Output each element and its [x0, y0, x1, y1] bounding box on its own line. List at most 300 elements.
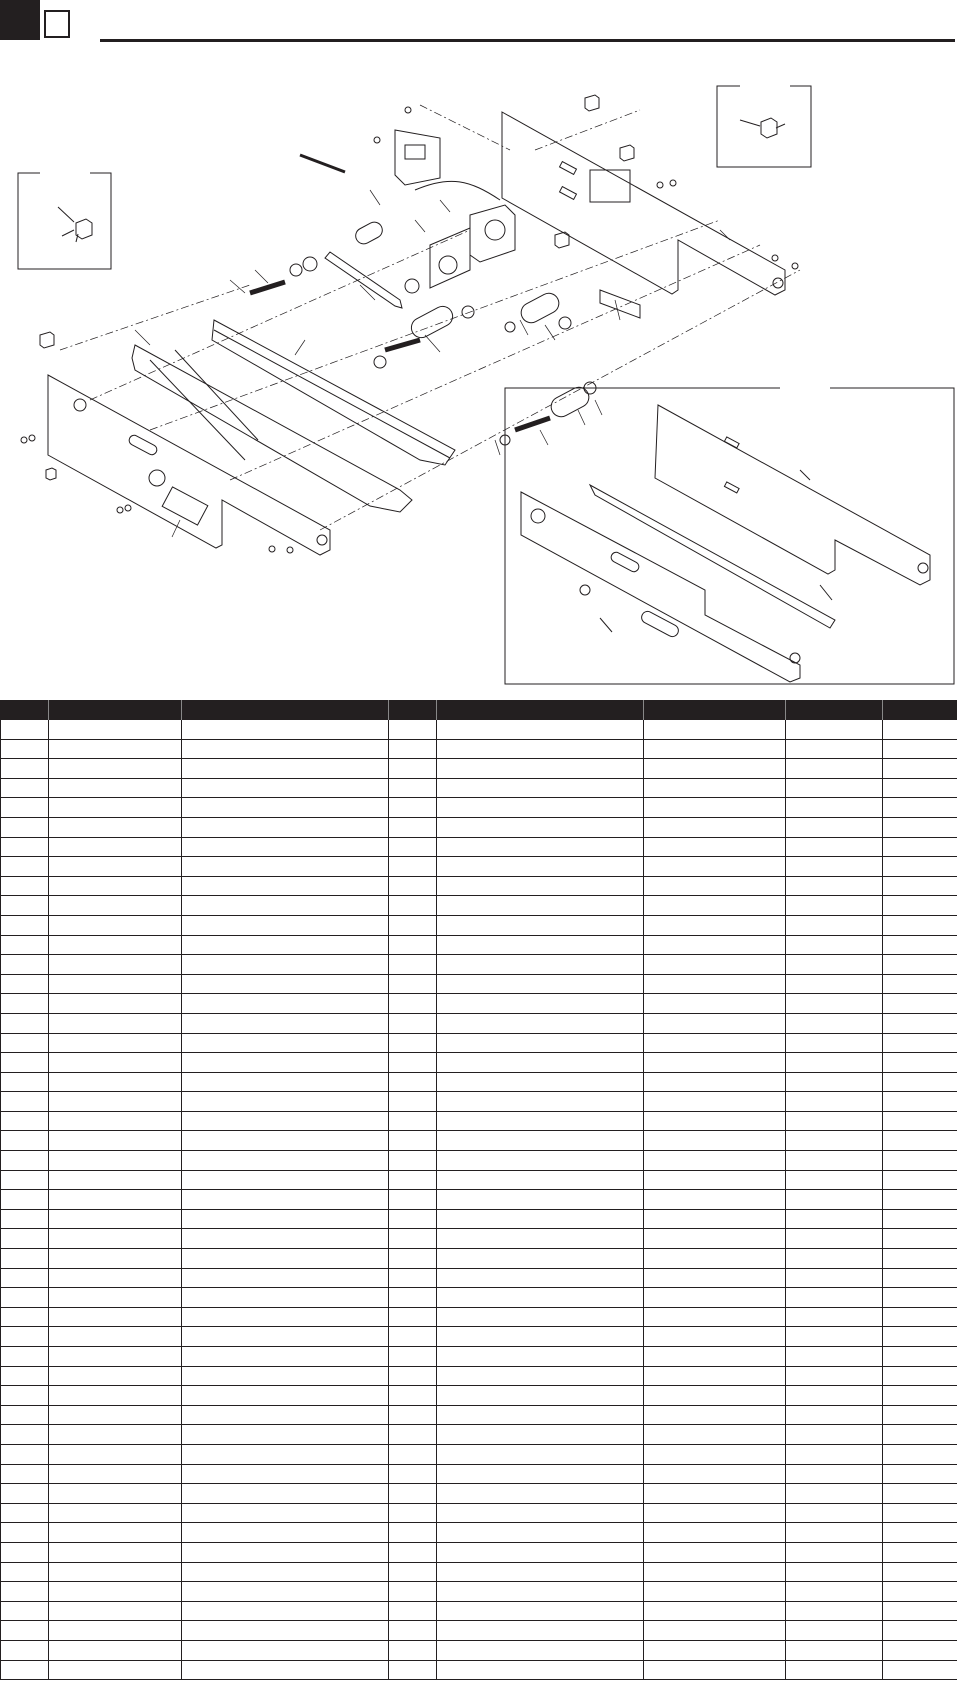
- table-cell: [389, 1425, 437, 1445]
- table-cell: [437, 974, 644, 994]
- table-cell: [1, 1249, 49, 1269]
- table-cell: [883, 817, 957, 837]
- column-header: [49, 700, 182, 720]
- table-cell: [389, 1444, 437, 1464]
- table-cell: [786, 1151, 883, 1171]
- table-cell: [786, 1484, 883, 1504]
- table-cell: [644, 1288, 786, 1308]
- table-cell: [182, 1640, 389, 1660]
- table-cell: [437, 1072, 644, 1092]
- table-cell: [883, 1053, 957, 1073]
- detail-inset-left: [18, 173, 111, 269]
- table-cell: [883, 857, 957, 877]
- table-row: [1, 1523, 957, 1543]
- table-header-row: [1, 700, 957, 720]
- table-cell: [1, 1347, 49, 1367]
- table-cell: [644, 817, 786, 837]
- table-cell: [182, 1307, 389, 1327]
- table-cell: [389, 1072, 437, 1092]
- section-number-box: [44, 10, 70, 38]
- table-row: [1, 1131, 957, 1151]
- table-cell: [389, 1131, 437, 1151]
- table-cell: [49, 1013, 182, 1033]
- table-row: [1, 837, 957, 857]
- table-cell: [437, 1307, 644, 1327]
- table-cell: [389, 1151, 437, 1171]
- table-row: [1, 1386, 957, 1406]
- table-cell: [437, 935, 644, 955]
- table-cell: [389, 1092, 437, 1112]
- table-cell: [182, 1249, 389, 1269]
- table-cell: [786, 720, 883, 739]
- table-cell: [182, 1601, 389, 1621]
- table-cell: [644, 974, 786, 994]
- table-cell: [786, 1229, 883, 1249]
- exploded-parts-diagram: [0, 70, 957, 690]
- table-cell: [644, 1307, 786, 1327]
- table-cell: [389, 994, 437, 1014]
- table-cell: [644, 1327, 786, 1347]
- table-cell: [644, 1053, 786, 1073]
- detail-inset-right: [717, 86, 811, 167]
- table-cell: [389, 1601, 437, 1621]
- table-cell: [49, 1327, 182, 1347]
- table-cell: [182, 1229, 389, 1249]
- table-cell: [182, 759, 389, 779]
- table-cell: [1, 759, 49, 779]
- table-cell: [49, 955, 182, 975]
- table-row: [1, 1562, 957, 1582]
- table-cell: [1, 1111, 49, 1131]
- table-cell: [644, 1249, 786, 1269]
- table-cell: [644, 1033, 786, 1053]
- table-row: [1, 1601, 957, 1621]
- table-cell: [389, 1288, 437, 1308]
- table-cell: [644, 1190, 786, 1210]
- table-row: [1, 1111, 957, 1131]
- table-cell: [644, 1640, 786, 1660]
- table-cell: [182, 1209, 389, 1229]
- table-cell: [644, 1444, 786, 1464]
- table-cell: [883, 1444, 957, 1464]
- table-cell: [1, 876, 49, 896]
- table-cell: [786, 1053, 883, 1073]
- table-cell: [786, 1327, 883, 1347]
- table-cell: [1, 1013, 49, 1033]
- table-cell: [437, 778, 644, 798]
- table-cell: [1, 1288, 49, 1308]
- table-cell: [389, 1209, 437, 1229]
- table-cell: [883, 1562, 957, 1582]
- column-header: [786, 700, 883, 720]
- table-cell: [49, 1621, 182, 1641]
- table-cell: [49, 994, 182, 1014]
- table-cell: [389, 1484, 437, 1504]
- table-cell: [1, 739, 49, 759]
- table-cell: [1, 915, 49, 935]
- column-header: [883, 700, 957, 720]
- table-cell: [786, 1013, 883, 1033]
- table-cell: [437, 1131, 644, 1151]
- table-cell: [644, 955, 786, 975]
- table-cell: [49, 1053, 182, 1073]
- table-cell: [644, 857, 786, 877]
- table-row: [1, 1151, 957, 1171]
- table-cell: [786, 974, 883, 994]
- table-row: [1, 1366, 957, 1386]
- table-cell: [883, 1033, 957, 1053]
- table-cell: [883, 1484, 957, 1504]
- table-row: [1, 994, 957, 1014]
- table-cell: [182, 817, 389, 837]
- table-cell: [49, 915, 182, 935]
- table-cell: [1, 1523, 49, 1543]
- column-header: [437, 700, 644, 720]
- table-cell: [883, 1327, 957, 1347]
- table-cell: [1, 1444, 49, 1464]
- table-cell: [182, 1621, 389, 1641]
- table-cell: [644, 935, 786, 955]
- table-row: [1, 817, 957, 837]
- table-cell: [1, 896, 49, 916]
- table-cell: [644, 1366, 786, 1386]
- table-cell: [182, 1562, 389, 1582]
- table-cell: [182, 1542, 389, 1562]
- table-row: [1, 1190, 957, 1210]
- table-cell: [49, 1444, 182, 1464]
- table-cell: [644, 1386, 786, 1406]
- table-cell: [1, 817, 49, 837]
- table-cell: [786, 1366, 883, 1386]
- table-cell: [786, 1503, 883, 1523]
- table-cell: [389, 1347, 437, 1367]
- table-cell: [437, 1327, 644, 1347]
- table-row: [1, 955, 957, 975]
- table-cell: [437, 994, 644, 1014]
- alternate-assembly-inset: [505, 388, 954, 684]
- table-cell: [786, 1523, 883, 1543]
- column-header: [182, 700, 389, 720]
- table-cell: [437, 1170, 644, 1190]
- table-row: [1, 1033, 957, 1053]
- table-cell: [437, 1092, 644, 1112]
- table-cell: [644, 994, 786, 1014]
- table-cell: [786, 1582, 883, 1602]
- table-row: [1, 1268, 957, 1288]
- table-cell: [437, 1013, 644, 1033]
- table-cell: [389, 1229, 437, 1249]
- table-cell: [437, 857, 644, 877]
- table-cell: [389, 1268, 437, 1288]
- table-cell: [883, 994, 957, 1014]
- table-cell: [437, 1660, 644, 1680]
- table-cell: [437, 1386, 644, 1406]
- table-cell: [786, 1464, 883, 1484]
- table-cell: [644, 1229, 786, 1249]
- table-cell: [883, 1542, 957, 1562]
- table-cell: [786, 994, 883, 1014]
- table-cell: [786, 1444, 883, 1464]
- table-cell: [49, 1425, 182, 1445]
- table-cell: [883, 1229, 957, 1249]
- table-cell: [644, 1523, 786, 1543]
- table-cell: [1, 778, 49, 798]
- table-cell: [182, 1366, 389, 1386]
- table-cell: [786, 1190, 883, 1210]
- table-cell: [389, 1111, 437, 1131]
- table-cell: [182, 857, 389, 877]
- table-cell: [182, 1151, 389, 1171]
- table-cell: [1, 1640, 49, 1660]
- table-cell: [1, 1268, 49, 1288]
- table-cell: [437, 1229, 644, 1249]
- table-cell: [182, 1131, 389, 1151]
- table-cell: [644, 1092, 786, 1112]
- table-cell: [437, 1190, 644, 1210]
- table-cell: [182, 798, 389, 818]
- table-cell: [644, 1425, 786, 1445]
- table-cell: [182, 1582, 389, 1602]
- table-cell: [786, 1131, 883, 1151]
- table-cell: [437, 1111, 644, 1131]
- table-cell: [437, 817, 644, 837]
- table-row: [1, 720, 957, 739]
- table-cell: [883, 1190, 957, 1210]
- table-cell: [883, 1268, 957, 1288]
- table-cell: [883, 1464, 957, 1484]
- table-cell: [644, 1484, 786, 1504]
- section-marker-block: [0, 0, 40, 40]
- table-cell: [389, 1386, 437, 1406]
- table-cell: [1, 955, 49, 975]
- table-cell: [1, 1464, 49, 1484]
- table-row: [1, 1307, 957, 1327]
- table-cell: [437, 1405, 644, 1425]
- table-cell: [1, 1386, 49, 1406]
- table-cell: [1, 935, 49, 955]
- table-cell: [644, 1503, 786, 1523]
- table-cell: [883, 974, 957, 994]
- table-cell: [389, 1013, 437, 1033]
- table-cell: [1, 1229, 49, 1249]
- table-cell: [437, 1425, 644, 1445]
- table-cell: [883, 1209, 957, 1229]
- table-row: [1, 1621, 957, 1641]
- table-row: [1, 1640, 957, 1660]
- table-cell: [786, 1621, 883, 1641]
- table-cell: [883, 1640, 957, 1660]
- table-cell: [786, 837, 883, 857]
- table-cell: [1, 1053, 49, 1073]
- table-cell: [182, 1033, 389, 1053]
- table-cell: [389, 720, 437, 739]
- table-cell: [182, 1190, 389, 1210]
- table-cell: [49, 1170, 182, 1190]
- table-cell: [644, 1111, 786, 1131]
- table-cell: [883, 1092, 957, 1112]
- table-cell: [786, 857, 883, 877]
- table-cell: [437, 798, 644, 818]
- table-cell: [644, 1072, 786, 1092]
- table-cell: [437, 720, 644, 739]
- table-cell: [49, 857, 182, 877]
- table-cell: [883, 1131, 957, 1151]
- table-cell: [786, 1092, 883, 1112]
- table-cell: [49, 1601, 182, 1621]
- table-cell: [182, 1425, 389, 1445]
- table-cell: [49, 1209, 182, 1229]
- table-row: [1, 1484, 957, 1504]
- table-cell: [883, 1170, 957, 1190]
- table-cell: [644, 896, 786, 916]
- table-cell: [644, 739, 786, 759]
- table-cell: [883, 1111, 957, 1131]
- table-cell: [1, 1327, 49, 1347]
- table-cell: [49, 1347, 182, 1367]
- table-cell: [786, 1542, 883, 1562]
- table-cell: [437, 955, 644, 975]
- table-cell: [437, 1640, 644, 1660]
- table-cell: [883, 759, 957, 779]
- table-cell: [49, 798, 182, 818]
- table-row: [1, 1288, 957, 1308]
- table-cell: [49, 817, 182, 837]
- table-cell: [786, 1386, 883, 1406]
- table-cell: [389, 1190, 437, 1210]
- table-cell: [49, 1092, 182, 1112]
- table-cell: [389, 974, 437, 994]
- table-cell: [389, 857, 437, 877]
- table-cell: [389, 896, 437, 916]
- table-cell: [883, 1288, 957, 1308]
- table-cell: [182, 778, 389, 798]
- table-cell: [786, 778, 883, 798]
- table-cell: [883, 720, 957, 739]
- table-cell: [1, 720, 49, 739]
- table-cell: [883, 837, 957, 857]
- table-cell: [182, 1268, 389, 1288]
- column-header: [644, 700, 786, 720]
- table-cell: [182, 1484, 389, 1504]
- table-cell: [389, 1033, 437, 1053]
- table-cell: [644, 1464, 786, 1484]
- table-row: [1, 1249, 957, 1269]
- table-cell: [644, 1405, 786, 1425]
- table-row: [1, 1347, 957, 1367]
- table-cell: [49, 1033, 182, 1053]
- table-cell: [437, 1347, 644, 1367]
- table-row: [1, 778, 957, 798]
- table-cell: [786, 739, 883, 759]
- table-cell: [1, 1033, 49, 1053]
- table-cell: [49, 1503, 182, 1523]
- table-row: [1, 739, 957, 759]
- table-cell: [49, 1562, 182, 1582]
- table-cell: [1, 1170, 49, 1190]
- table-row: [1, 1327, 957, 1347]
- table-cell: [883, 1307, 957, 1327]
- table-cell: [786, 1307, 883, 1327]
- table-cell: [182, 955, 389, 975]
- table-cell: [1, 1582, 49, 1602]
- table-cell: [437, 1562, 644, 1582]
- table-cell: [182, 1347, 389, 1367]
- table-cell: [437, 739, 644, 759]
- table-cell: [786, 876, 883, 896]
- table-cell: [644, 1562, 786, 1582]
- table-cell: [786, 955, 883, 975]
- table-cell: [49, 1307, 182, 1327]
- table-cell: [883, 1013, 957, 1033]
- table-cell: [883, 1405, 957, 1425]
- table-cell: [644, 1582, 786, 1602]
- table-cell: [389, 1327, 437, 1347]
- table-cell: [786, 817, 883, 837]
- table-cell: [644, 876, 786, 896]
- column-header: [1, 700, 49, 720]
- table-cell: [49, 1405, 182, 1425]
- table-cell: [49, 1542, 182, 1562]
- table-cell: [1, 1131, 49, 1151]
- table-cell: [389, 759, 437, 779]
- table-cell: [49, 739, 182, 759]
- table-cell: [1, 1307, 49, 1327]
- table-cell: [644, 1660, 786, 1680]
- table-cell: [1, 1425, 49, 1445]
- table-cell: [437, 1503, 644, 1523]
- table-cell: [437, 1053, 644, 1073]
- table-cell: [437, 1601, 644, 1621]
- table-cell: [786, 1072, 883, 1092]
- table-cell: [437, 896, 644, 916]
- table-cell: [1, 1072, 49, 1092]
- table-cell: [49, 837, 182, 857]
- table-cell: [786, 1111, 883, 1131]
- table-cell: [786, 1033, 883, 1053]
- table-cell: [1, 1209, 49, 1229]
- table-cell: [786, 1268, 883, 1288]
- table-cell: [644, 1542, 786, 1562]
- table-cell: [437, 1542, 644, 1562]
- table-cell: [883, 778, 957, 798]
- column-header: [389, 700, 437, 720]
- table-cell: [49, 1190, 182, 1210]
- table-cell: [49, 1151, 182, 1171]
- table-row: [1, 1405, 957, 1425]
- table-cell: [182, 1523, 389, 1543]
- table-cell: [437, 1366, 644, 1386]
- table-cell: [644, 837, 786, 857]
- table-row: [1, 1170, 957, 1190]
- table-cell: [182, 974, 389, 994]
- table-cell: [49, 1111, 182, 1131]
- table-cell: [883, 1425, 957, 1445]
- table-row: [1, 1542, 957, 1562]
- table-cell: [786, 915, 883, 935]
- table-cell: [437, 1268, 644, 1288]
- table-cell: [389, 1542, 437, 1562]
- table-cell: [49, 1484, 182, 1504]
- table-cell: [389, 1523, 437, 1543]
- table-cell: [786, 1347, 883, 1367]
- table-cell: [437, 1621, 644, 1641]
- table-cell: [182, 1288, 389, 1308]
- table-cell: [437, 1484, 644, 1504]
- table-cell: [182, 994, 389, 1014]
- table-cell: [182, 1660, 389, 1680]
- table-cell: [49, 1386, 182, 1406]
- table-cell: [437, 1582, 644, 1602]
